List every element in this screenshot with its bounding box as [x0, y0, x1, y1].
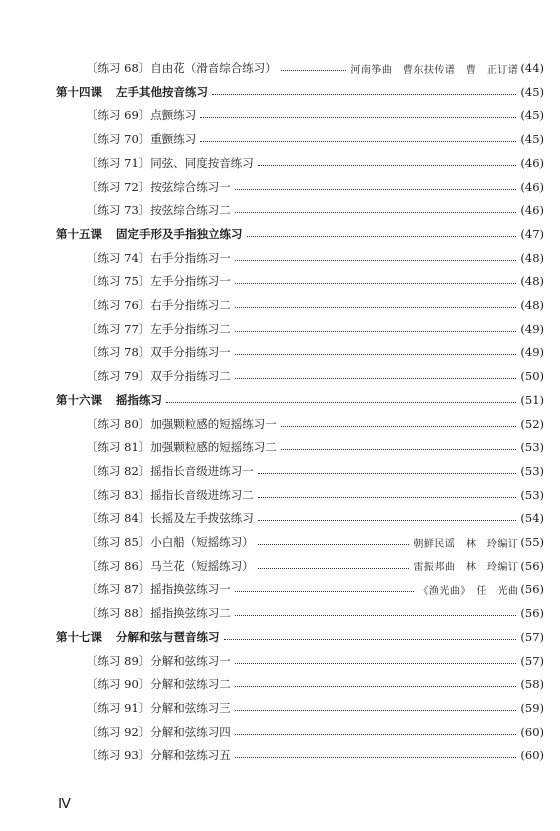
exercise-entry — [86, 698, 544, 718]
dot-leader — [235, 188, 517, 190]
exercise-title: 〔练习 91〕分解和弦练习三 — [86, 700, 231, 715]
exercise-entry — [86, 295, 544, 315]
dot-leader — [235, 662, 517, 664]
page-reference: (50) — [520, 369, 544, 384]
lesson-heading — [56, 82, 544, 102]
exercise-entry — [86, 153, 544, 173]
dot-leader — [235, 211, 517, 213]
exercise-entry — [86, 271, 544, 291]
exercise-entry — [86, 603, 544, 623]
exercise-title: 〔练习 85〕小白船（短摇练习） — [86, 535, 254, 549]
dot-leader — [235, 685, 517, 687]
exercise-entry — [86, 248, 544, 268]
page-reference: (53) — [520, 440, 544, 455]
page-reference: (47) — [520, 226, 544, 241]
exercise-title: 〔练习 83〕摇指长音级进练习二 — [86, 487, 254, 502]
page-reference: (45) — [520, 132, 544, 147]
exercise-entry — [86, 485, 544, 505]
exercise-entry — [86, 437, 544, 457]
page-reference: (44) — [520, 61, 544, 75]
dot-leader — [235, 282, 517, 284]
exercise-title: 〔练习 81〕加强颗粒感的短摇练习二 — [86, 440, 277, 455]
lesson-name: 摇指练习 — [116, 392, 162, 407]
exercise-entry — [86, 366, 544, 386]
lesson-number: 第十七课 — [56, 629, 102, 644]
dot-leader — [166, 401, 516, 403]
exercise-title: 〔练习 78〕双手分指练习一 — [86, 345, 231, 360]
lesson-number: 第十四课 — [56, 84, 102, 99]
dot-leader — [235, 377, 517, 379]
lesson-title — [56, 84, 208, 100]
dot-leader — [258, 543, 410, 545]
exercise-title: 〔练习 68〕自由花（滑音综合练习） — [86, 61, 277, 75]
page-reference: (49) — [520, 345, 544, 360]
page-reference: (45) — [520, 108, 544, 123]
exercise-title: 〔练习 71〕同弦、同度按音练习 — [86, 155, 254, 170]
page-reference: (56) — [520, 606, 544, 621]
exercise-title: 〔练习 86〕马兰花（短摇练习） — [86, 558, 254, 573]
dot-leader — [258, 472, 517, 474]
exercise-title: 〔练习 79〕双手分指练习二 — [86, 369, 231, 384]
exercise-entry — [86, 319, 544, 339]
page-reference: (57) — [520, 653, 544, 668]
dot-leader — [235, 259, 517, 261]
dot-leader — [224, 638, 517, 640]
dot-leader — [258, 164, 517, 166]
page-reference: (59) — [520, 700, 544, 715]
page-reference: (48) — [520, 298, 544, 312]
exercise-entry — [86, 461, 544, 481]
exercise-title: 〔练习 69〕点颤练习 — [86, 108, 197, 123]
page-reference: (46) — [520, 203, 544, 218]
dot-leader — [281, 69, 347, 71]
page-reference: (60) — [520, 748, 544, 763]
exercise-title: 〔练习 73〕按弦综合练习二 — [86, 203, 231, 218]
exercise-entry — [86, 674, 544, 694]
exercise-entry — [86, 508, 544, 528]
page-reference: (51) — [520, 392, 544, 407]
page-reference: (46) — [520, 179, 544, 194]
dot-leader — [258, 567, 410, 569]
dot-leader — [200, 140, 516, 142]
dot-leader — [235, 590, 415, 592]
dot-leader — [212, 93, 516, 95]
exercise-entry — [86, 177, 544, 197]
exercise-entry — [86, 745, 544, 765]
lesson-heading — [56, 224, 544, 244]
dot-leader — [281, 448, 517, 450]
exercise-entry — [86, 105, 544, 125]
exercise-entry — [86, 722, 544, 742]
exercise-title: 〔练习 74〕右手分指练习一 — [86, 250, 231, 265]
lesson-number: 第十六课 — [56, 392, 102, 407]
exercise-entry — [86, 414, 544, 434]
page-reference: (53) — [520, 487, 544, 502]
lesson-heading — [56, 390, 544, 410]
page-reference: (56) — [520, 582, 544, 597]
composer-credit: 朝鲜民谣 林 玲编订 — [413, 538, 519, 550]
page-reference: (52) — [520, 416, 544, 431]
page-reference: (46) — [520, 155, 544, 170]
dot-leader — [235, 614, 517, 616]
exercise-entry — [86, 556, 544, 576]
page-reference: (57) — [520, 629, 544, 644]
exercise-title: 〔练习 80〕加强颗粒感的短摇练习一 — [86, 416, 277, 431]
page-reference: (54) — [520, 511, 544, 526]
lesson-heading — [56, 627, 544, 647]
exercise-title: 〔练习 82〕摇指长音级进练习一 — [86, 463, 254, 478]
exercise-title: 〔练习 89〕分解和弦练习一 — [86, 653, 231, 668]
page-reference: (60) — [520, 724, 544, 739]
exercise-title: 〔练习 75〕左手分指练习一 — [86, 274, 231, 289]
page-reference: (45) — [520, 84, 544, 99]
page-reference: (56) — [520, 558, 544, 573]
dot-leader — [235, 709, 517, 711]
exercise-entry — [86, 129, 544, 149]
exercise-title: 〔练习 70〕重颤练习 — [86, 132, 197, 147]
exercise-title: 〔练习 88〕摇指换弦练习二 — [86, 606, 231, 621]
page-reference: (48) — [520, 274, 544, 289]
exercise-title: 〔练习 92〕分解和弦练习四 — [86, 724, 231, 739]
lesson-title — [56, 392, 162, 408]
exercise-entry — [86, 342, 544, 362]
exercise-entry — [86, 58, 544, 78]
lesson-title — [56, 226, 243, 242]
composer-credit: 雷振邦曲 林 玲编订 — [413, 562, 519, 574]
lesson-title — [56, 629, 220, 645]
dot-leader — [258, 519, 517, 521]
lesson-name: 分解和弦与琶音练习 — [116, 629, 220, 644]
exercise-title: 〔练习 87〕摇指换弦练习一 — [86, 582, 231, 597]
lesson-name: 左手其他按音练习 — [116, 84, 208, 99]
dot-leader — [281, 425, 517, 427]
page-reference: (55) — [520, 535, 544, 549]
exercise-entry — [86, 200, 544, 220]
composer-credit: 河南筝曲 曹东扶传谱 曹 正订谱 — [350, 64, 519, 76]
exercise-entry — [86, 532, 544, 552]
page-number: Ⅳ — [58, 797, 71, 812]
dot-leader — [235, 756, 517, 758]
lesson-name: 固定手形及手指独立练习 — [116, 226, 243, 241]
exercise-entry — [86, 579, 544, 599]
composer-credit: 《渔光曲》 任 光曲 — [418, 585, 519, 597]
page-reference: (48) — [520, 250, 544, 265]
exercise-title: 〔练习 76〕右手分指练习二 — [86, 298, 231, 312]
dot-leader — [235, 306, 517, 308]
dot-leader — [235, 330, 517, 332]
page-reference: (53) — [520, 463, 544, 478]
page-reference: (49) — [520, 321, 544, 336]
exercise-entry — [86, 651, 544, 671]
dot-leader — [247, 235, 517, 237]
dot-leader — [200, 116, 516, 118]
lesson-number: 第十五课 — [56, 226, 102, 241]
exercise-title: 〔练习 93〕分解和弦练习五 — [86, 748, 231, 763]
dot-leader — [258, 496, 517, 498]
dot-leader — [235, 733, 517, 735]
exercise-title: 〔练习 77〕左手分指练习二 — [86, 321, 231, 336]
exercise-title: 〔练习 72〕按弦综合练习一 — [86, 179, 231, 194]
exercise-title: 〔练习 90〕分解和弦练习二 — [86, 677, 231, 692]
exercise-title: 〔练习 84〕长摇及左手拨弦练习 — [86, 511, 254, 526]
dot-leader — [235, 353, 517, 355]
page-reference: (58) — [520, 677, 544, 692]
